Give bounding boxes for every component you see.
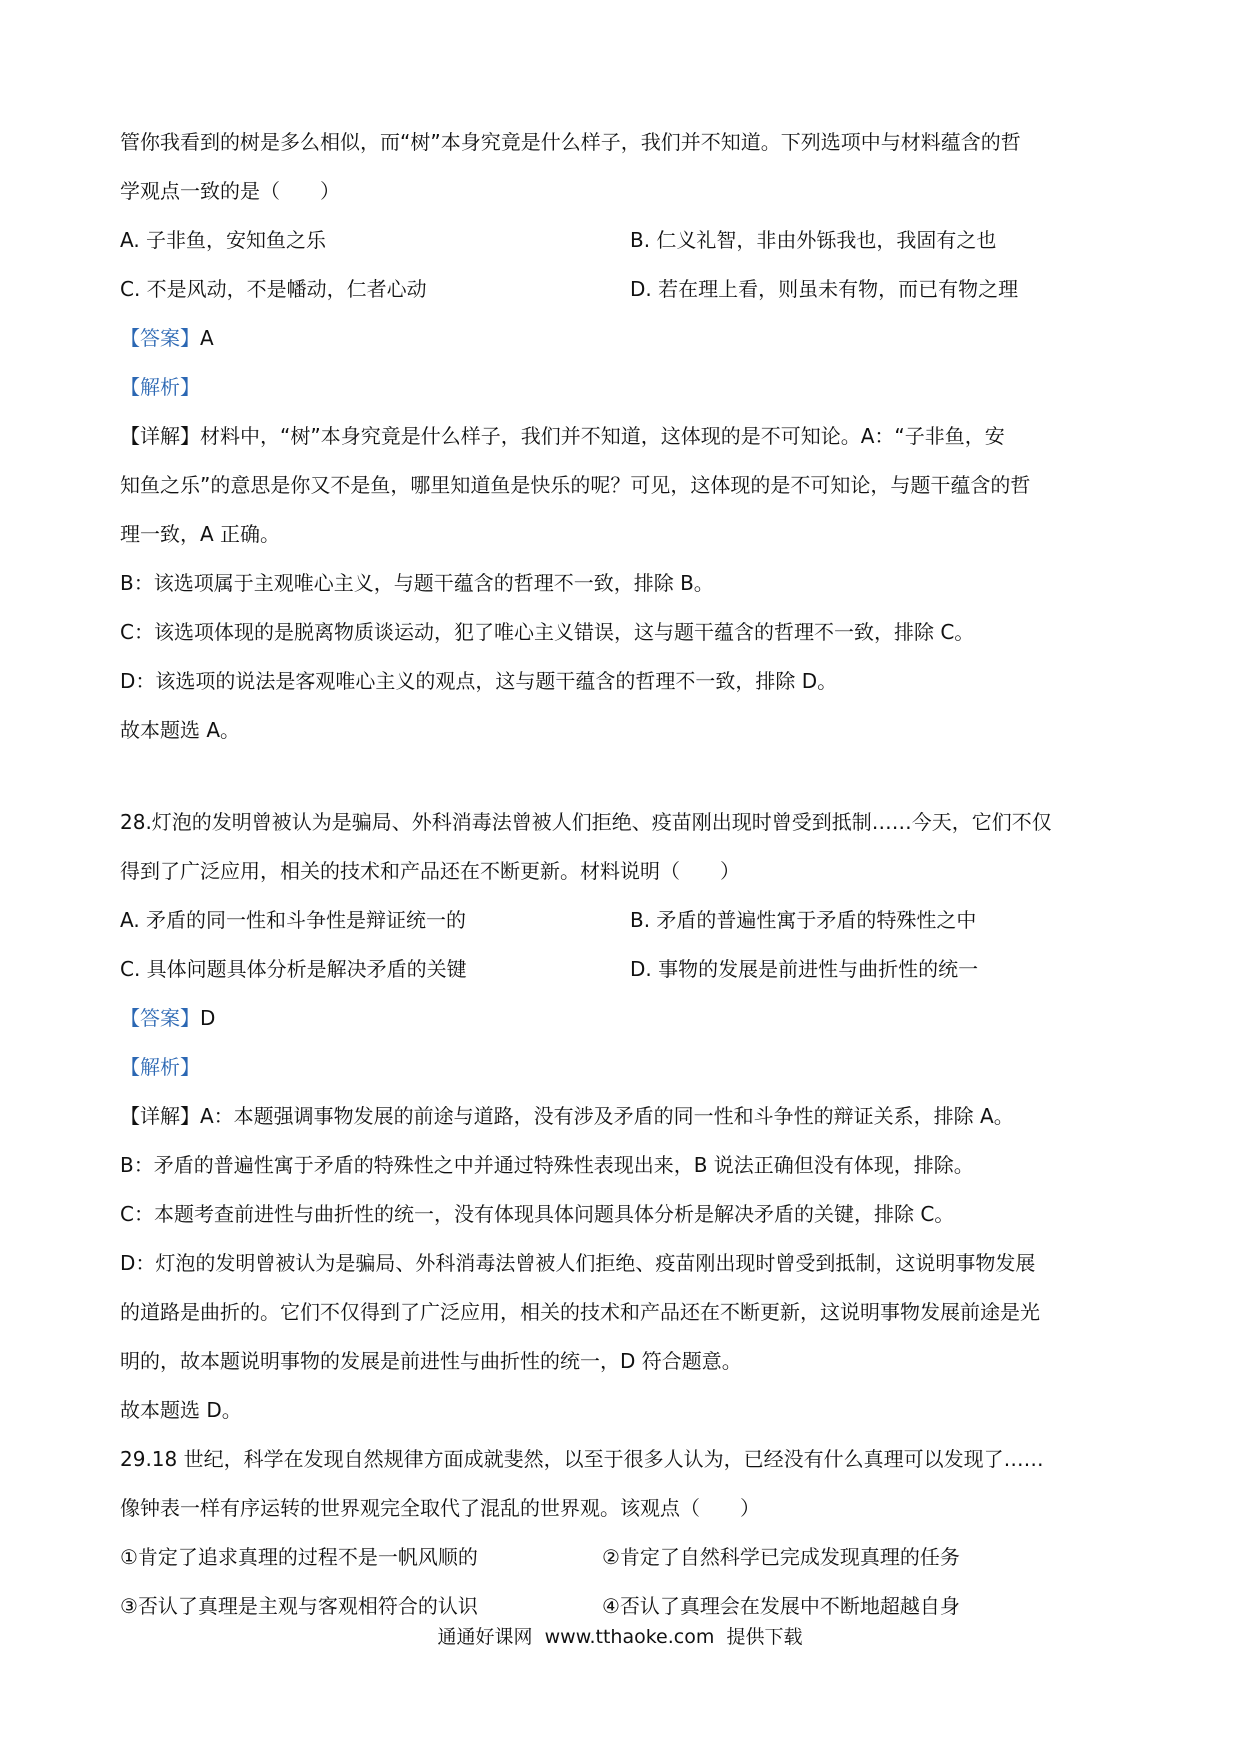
q28-detail-line: C：本题考查前进性与曲折性的统一，没有体现具体问题具体分析是解决矛盾的关键，排除 C。 [120, 1202, 955, 1226]
q29-option-3: ③否认了真理是主观与客观相符合的认识 [120, 1594, 478, 1618]
q29-options-row [120, 1533, 1130, 1582]
q27-detail-line: D：该选项的说法是客观唯心主义的观点，这与题干蕴含的哲理不一致，排除 D。 [120, 669, 838, 693]
q28-options-row [120, 945, 1130, 994]
q28-detail-line [120, 1092, 1130, 1141]
q27-detail-line: B：该选项属于主观唯心主义，与题干蕴含的哲理不一致，排除 B。 [120, 571, 714, 595]
q27-detail-line: 知鱼之乐”的意思是你又不是鱼，哪里知道鱼是快乐的呢？可见，这体现的是不可知论，与题干蕴含的哲 [120, 473, 1031, 497]
answer-value: A [200, 326, 214, 350]
page-content [120, 118, 1130, 1631]
q28-option-b: B. 矛盾的普遍性寓于矛盾的特殊性之中 [630, 908, 977, 932]
footer-site: 通通好课网 [437, 1626, 533, 1648]
q27-options-row [120, 265, 1130, 314]
q28-option-d: D. 事物的发展是前进性与曲折性的统一 [630, 957, 979, 981]
detail-text: A：本题强调事物发展的前途与道路，没有涉及矛盾的同一性和斗争性的辩证关系，排除 A。 [200, 1104, 1014, 1128]
q27-detail-line: C：该选项体现的是脱离物质谈运动，犯了唯心主义错误，这与题干蕴含的哲理不一致，排除 C。 [120, 620, 975, 644]
q29-option-2: ②肯定了自然科学已完成发现真理的任务 [602, 1545, 960, 1569]
footer-url[interactable]: www.tthaoke.com [544, 1626, 715, 1648]
q29-option-1: ①肯定了追求真理的过程不是一帆风顺的 [120, 1545, 478, 1569]
answer-value: D [200, 1006, 216, 1030]
footer-note: 提供下载 [726, 1626, 803, 1648]
q27-detail-line [120, 412, 1130, 461]
q27-option-b: B. 仁义礼智，非由外铄我也，我固有之也 [630, 228, 997, 252]
page-footer [0, 1622, 1240, 1649]
q27-option-a: A. 子非鱼，安知鱼之乐 [120, 228, 327, 252]
q29-option-4: ④否认了真理会在发展中不断地超越自身 [602, 1594, 960, 1618]
q29-stem-line: 29.18 世纪，科学在发现自然规律方面成就斐然，以至于很多人认为，已经没有什么真理可以发现了…… [120, 1447, 1044, 1471]
q27-option-c: C. 不是风动，不是幡动，仁者心动 [120, 277, 427, 301]
q28-answer [120, 994, 1130, 1043]
q28-stem-line: 28.灯泡的发明曾被认为是骗局、外科消毒法曾被人们拒绝、疫苗刚出现时曾受到抵制……今天，它们不仅 [120, 810, 1052, 834]
answer-tag: 【答案】 [120, 1006, 200, 1030]
q27-answer [120, 314, 1130, 363]
answer-tag: 【答案】 [120, 326, 200, 350]
q27-detail-line: 故本题选 A。 [120, 718, 241, 742]
q28-analysis-tag: 【解析】 [120, 1055, 200, 1079]
q28-detail-line: D：灯泡的发明曾被认为是骗局、外科消毒法曾被人们拒绝、疫苗刚出现时曾受到抵制，这说明事物发展 [120, 1251, 1036, 1275]
q27-stem-line: 管你我看到的树是多么相似，而“树”本身究竟是什么样子，我们并不知道。下列选项中与材料蕴含的哲 [120, 130, 1021, 154]
q27-options-row [120, 216, 1130, 265]
q28-detail-line: 故本题选 D。 [120, 1398, 242, 1422]
q27-stem-line: 学观点一致的是（ ） [120, 179, 340, 203]
q28-detail-line: 明的，故本题说明事物的发展是前进性与曲折性的统一，D 符合题意。 [120, 1349, 742, 1373]
q27-detail-line: 理一致，A 正确。 [120, 522, 281, 546]
q28-detail-line: 的道路是曲折的。它们不仅得到了广泛应用，相关的技术和产品还在不断更新，这说明事物发展前途是光 [120, 1300, 1040, 1324]
question-spacer [120, 755, 1130, 798]
q28-option-a: A. 矛盾的同一性和斗争性是辩证统一的 [120, 908, 467, 932]
q27-analysis-tag: 【解析】 [120, 375, 200, 399]
q28-options-row [120, 896, 1130, 945]
detail-tag: 【详解】 [120, 1104, 200, 1128]
detail-tag: 【详解】 [120, 424, 200, 448]
q29-stem-line: 像钟表一样有序运转的世界观完全取代了混乱的世界观。该观点（ ） [120, 1496, 760, 1520]
q28-stem-line: 得到了广泛应用，相关的技术和产品还在不断更新。材料说明（ ） [120, 859, 740, 883]
detail-text: 材料中，“树”本身究竟是什么样子，我们并不知道，这体现的是不可知论。A：“子非鱼，安 [200, 424, 1005, 448]
q28-option-c: C. 具体问题具体分析是解决矛盾的关键 [120, 957, 467, 981]
q27-option-d: D. 若在理上看，则虽未有物，而已有物之理 [630, 277, 1019, 301]
q28-detail-line: B：矛盾的普遍性寓于矛盾的特殊性之中并通过特殊性表现出来，B 说法正确但没有体现，排除。 [120, 1153, 974, 1177]
